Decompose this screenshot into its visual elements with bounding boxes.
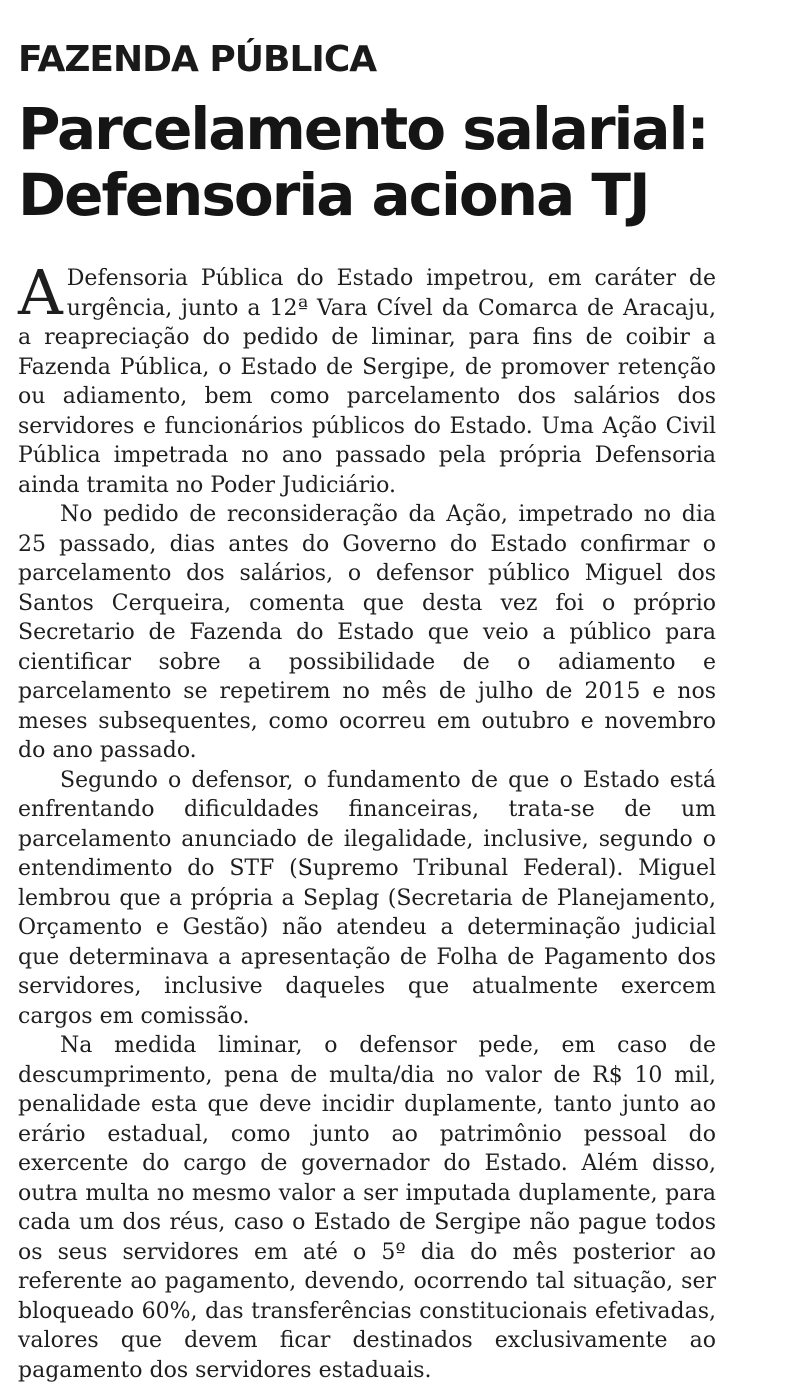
paragraph-1-text: Defensoria Pública do Estado impetrou, em caráter de urgência, junto a 12ª Vara Cível da Comarca de Aracaju, a reapreciação do pedido de liminar, para fins de coibir a Fazenda Pública, o Estado de Sergipe, de promover retenção ou adiamento, bem como parcelamento dos salários dos servidores e funcionários públicos do Estado. Uma Ação Civil Pública impetrada no ano passado pela própria Defensoria ainda tramita no Poder Judiciário. — [18, 266, 716, 498]
article-body — [18, 256, 716, 1385]
paragraph-3: Segundo o defensor, o fundamento de que o Estado está enfrentando dificuldades financeiras, trata-se de um parcelamento anunciado de ilegalidade, inclusive, segundo o entendimento do STF (Supremo Tribunal Federal). Miguel lembrou que a própria a Seplag (Secretaria de Planejamento, Orçamento e Gestão) não atendeu a determinação judicial que determinava a apresentação de Folha de Pagamento dos servidores, inclusive daqueles que atualmente exercem cargos em comissão. — [18, 767, 716, 1029]
paragraph-2: No pedido de reconsideração da Ação, impetrado no dia 25 passado, dias antes do Governo do Estado confirmar o parcelamento dos salários, o defensor público Miguel dos Santos Cerqueira, comenta que desta vez foi o próprio Secretario de Fazenda do Estado que veio a público para cientificar sobre a possibilidade de o adiamento e parcelamento se repetirem no mês de julho de 2015 e nos meses subsequentes, como ocorreu em outubro e novembro do ano passado. — [18, 502, 716, 763]
headline — [18, 96, 716, 228]
paragraph-1 — [18, 256, 716, 500]
headline-line-2: Defensoria aciona TJ — [18, 161, 649, 229]
paragraph-4: Na medida liminar, o defensor pede, em caso de descumprimento, pena de multa/dia no valor de R$ 10 mil, penalidade esta que deve incidir duplamente, tanto junto ao erário estadual, como junto ao patrimônio pessoal do exercente do cargo de governador do Estado. Além disso, outra multa no mesmo valor a ser imputada duplamente, para cada um dos réus, caso o Estado de Sergipe não pague todos os seus servidores em até o 5º dia do mês posterior ao referente ao pagamento, devendo, ocorrendo tal situação, ser bloqueado 60%, das transferências constitucionais efetivadas, valores que devem ficar destinados exclusivamente ao pagamento dos servidores estaduais. — [18, 1033, 716, 1383]
news-clipping — [18, 30, 716, 1385]
section-kicker: FAZENDA PÚBLICA — [18, 39, 377, 80]
drop-cap: A — [18, 256, 63, 329]
headline-line-1: Parcelamento salarial: — [18, 95, 708, 163]
